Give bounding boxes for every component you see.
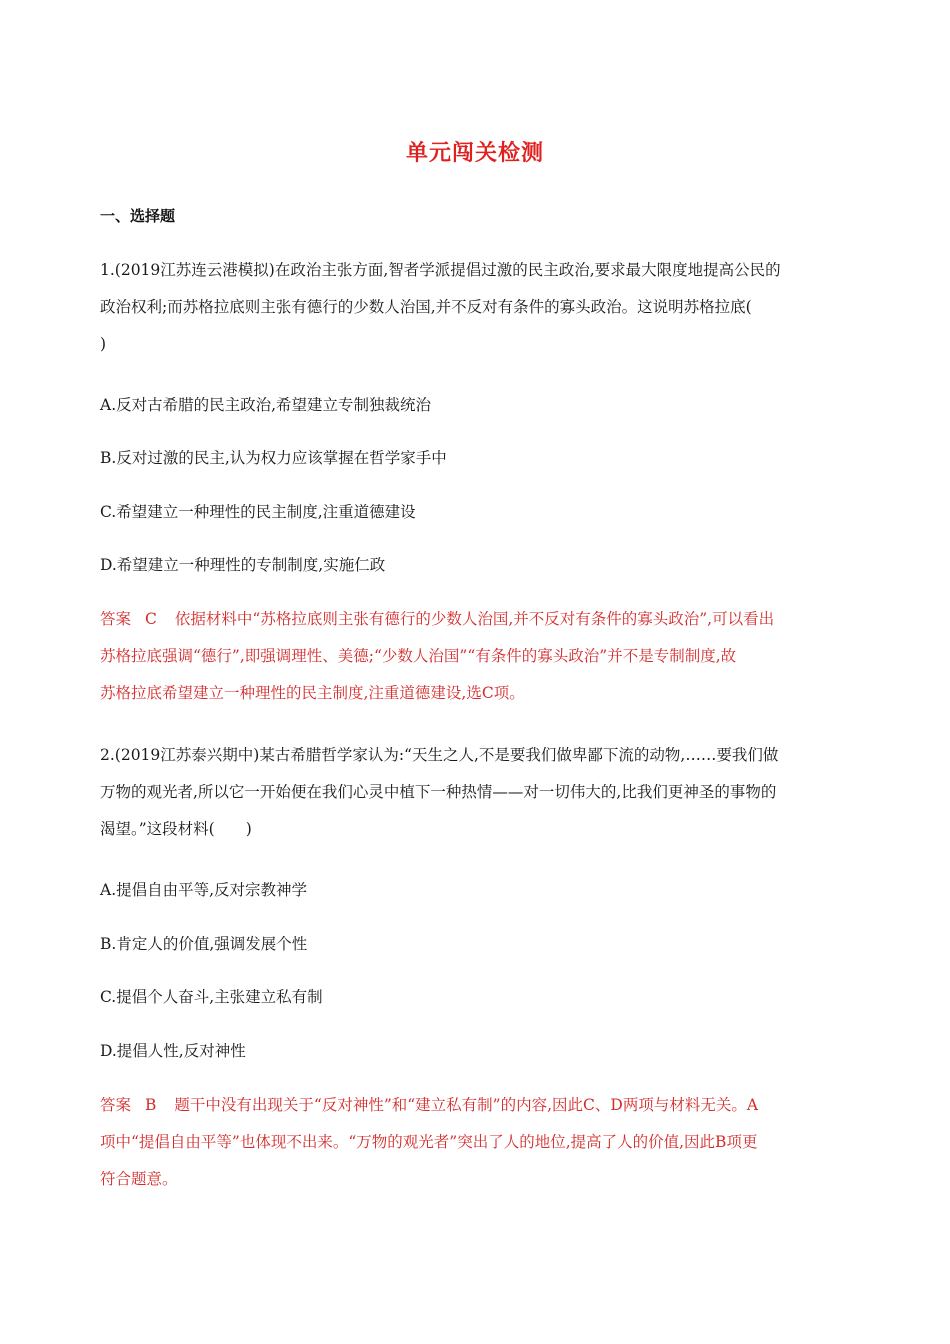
- question-1-answer: [100, 601, 852, 712]
- question-1-option-d: D.希望建立一种理性的专制制度,实施仁政: [100, 556, 386, 574]
- answer-explanation-line: 依据材料中“苏格拉底则主张有德行的少数人治国,并不反对有条件的寡头政治”,可以看出: [174, 610, 775, 628]
- question-2-line: 万物的观光者,所以它一开始便在我们心灵中植下一种热情——对一切伟大的,比我们更神圣的事物的: [100, 783, 777, 801]
- question-1-option-c: C.希望建立一种理性的民主制度,注重道德建设: [100, 503, 416, 521]
- answer-explanation-line: 苏格拉底希望建立一种理性的民主制度,注重道德建设,选C项。: [100, 684, 525, 702]
- question-1-option-a: A.反对古希腊的民主政治,希望建立专制独裁统治: [100, 396, 432, 414]
- question-2: [100, 737, 852, 848]
- question-1-line: 1.(2019江苏连云港模拟)在政治主张方面,智者学派提倡过激的民主政治,要求最大限度地提高公民的: [100, 261, 781, 279]
- section-heading: 一、选择题: [100, 207, 176, 225]
- question-2-line: 2.(2019江苏泰兴期中)某古希腊哲学家认为:“天生之人,不是要我们做卑鄙下流的动物,……要我们做: [100, 746, 779, 764]
- answer-letter: B: [145, 1096, 157, 1114]
- question-2-answer: [100, 1087, 852, 1198]
- answer-label: 答案: [100, 1096, 132, 1114]
- question-2-option-a: A.提倡自由平等,反对宗教神学: [100, 881, 308, 899]
- question-1: [100, 252, 852, 363]
- question-2-option-b: B.肯定人的价值,强调发展个性: [100, 935, 308, 953]
- answer-explanation-line: 苏格拉底强调“德行”,即强调理性、美德;“少数人治国”“有条件的寡头政治”并不是专制制度,故: [100, 647, 737, 665]
- question-1-line: 政治权利;而苏格拉底则主张有德行的少数人治国,并不反对有条件的寡头政治。这说明苏格拉底(: [100, 298, 752, 316]
- question-2-line: 渴望。”这段材料( ): [100, 820, 252, 838]
- answer-explanation-line: 符合题意。: [100, 1170, 178, 1188]
- page-title: 单元闯关检测: [405, 141, 544, 166]
- question-1-line: ): [100, 335, 107, 353]
- question-1-option-b: B.反对过激的民主,认为权力应该掌握在哲学家手中: [100, 449, 447, 467]
- question-2-option-d: D.提倡人性,反对神性: [100, 1042, 246, 1060]
- answer-letter: C: [145, 610, 157, 628]
- answer-explanation-line: 项中“提倡自由平等”也体现不出来。“万物的观光者”突出了人的地位,提高了人的价值,因此B项更: [100, 1133, 758, 1151]
- answer-label: 答案: [100, 610, 132, 628]
- answer-explanation-line: 题干中没有出现关于“反对神性”和“建立私有制”的内容,因此C、D两项与材料无关。A: [174, 1096, 759, 1114]
- question-2-option-c: C.提倡个人奋斗,主张建立私有制: [100, 988, 323, 1006]
